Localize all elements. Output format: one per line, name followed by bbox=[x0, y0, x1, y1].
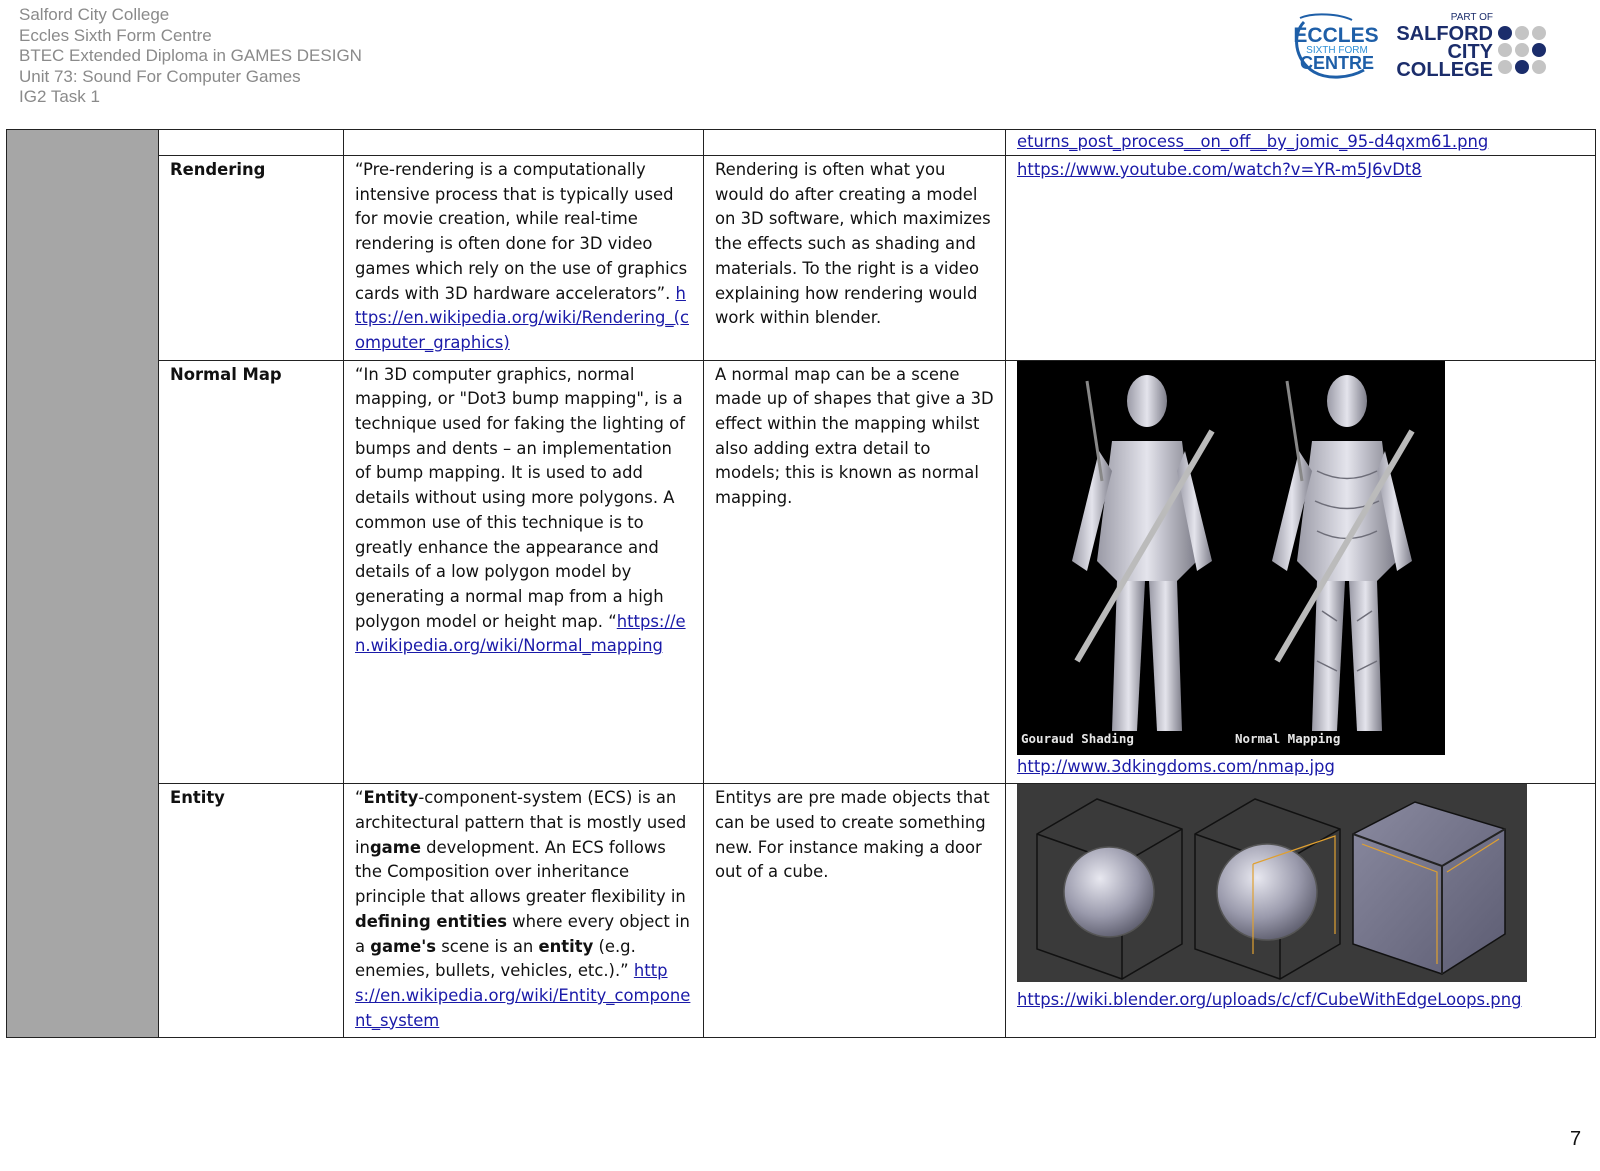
header-line-unit: Unit 73: Sound For Computer Games bbox=[19, 66, 301, 86]
continuation-link[interactable]: eturns_post_process__on_off__by_jomic_95-d4qxm61.png bbox=[1017, 132, 1489, 151]
definition-normal-map: “In 3D computer graphics, normal mapping, or "Dot3 bump mapping", is a technique used for faking the lighting of bumps and dents – an implementation of bump mapping. It is used to add details without using more polygons. A common use of this technique is to greatly enhance the appearance and details of a low polygon model by generating a normal map from a high polygon model or height map. “https://en.wikipedia.org/wiki/Normal_mapping bbox=[344, 360, 704, 784]
source-rendering bbox=[1006, 156, 1596, 361]
caption-normal-mapping: Normal Mapping bbox=[1235, 730, 1341, 746]
definition-entity: “Entity-component-system (ECS) is an architectural pattern that is mostly used ingame development. An ECS follows the Composition over inheritance principle that allows greater flexibility in defining entities where every object in a game's scene is an entity (e.g. enemies, bullets, vehicles, etc.).” https://en.wikipedia.org/wiki/Entity_component_system bbox=[344, 784, 704, 1038]
eccles-logo-line3: CENTRE bbox=[1299, 53, 1375, 73]
normal-map-image-link[interactable]: http://www.3dkingdoms.com/nmap.jpg bbox=[1017, 756, 1335, 776]
bevelled-cube bbox=[1353, 802, 1505, 974]
header-line-course: BTEC Extended Diploma in GAMES DESIGN bbox=[19, 46, 362, 66]
table-row bbox=[7, 360, 1596, 784]
term-rendering: Rendering bbox=[159, 156, 344, 361]
document-header bbox=[19, 5, 362, 108]
normal-map-wiki-link[interactable]: https://en.wikipedia.org/wiki/Normal_mapping bbox=[355, 611, 686, 656]
explanation-normal-map: A normal map can be a scene made up of shapes that give a 3D effect within the mapping whilst also adding extra detail to models; this is known as normal mapping. bbox=[704, 360, 1006, 784]
table-row bbox=[7, 130, 1596, 156]
source-entity bbox=[1006, 784, 1596, 1038]
rendering-video-link[interactable]: https://www.youtube.com/watch?v=YR-m5J6vDt8 bbox=[1017, 160, 1422, 179]
salford-logo-part-of: PART OF bbox=[1450, 12, 1493, 23]
salford-logo-line3: COLLEGE bbox=[1396, 59, 1493, 81]
normal-map-figure bbox=[1017, 361, 1445, 755]
header-line-college: Salford City College bbox=[19, 5, 170, 24]
term-normal-map: Normal Map bbox=[159, 360, 344, 784]
cube-edge-loops-image bbox=[1017, 784, 1527, 982]
salford-logo-dots bbox=[1498, 26, 1546, 74]
entity-image-link[interactable]: https://wiki.blender.org/uploads/c/cf/CubeWithEdgeLoops.png bbox=[1017, 990, 1522, 1010]
table-row bbox=[7, 784, 1596, 1038]
normal-mapped-figure bbox=[1272, 375, 1412, 731]
source-normal-map bbox=[1006, 360, 1596, 784]
header-line-task: IG2 Task 1 bbox=[19, 87, 100, 107]
side-band bbox=[7, 130, 159, 1038]
caption-gouraud: Gouraud Shading bbox=[1021, 730, 1134, 746]
eccles-logo-line1: ECCLES bbox=[1293, 24, 1379, 47]
cube-edge-loops-figure bbox=[1017, 784, 1527, 982]
term-entity: Entity bbox=[159, 784, 344, 1038]
definition-rendering: “Pre-rendering is a computationally intensive process that is typically used for movie creation, while real-time rendering is often done for 3D video games which rely on the use of graphics cards with 3D hardware accelerators”. https://en.wikipedia.org/wiki/Rendering_(computer_graphics) bbox=[344, 156, 704, 361]
salford-logo-line2: CITY bbox=[1447, 41, 1493, 63]
page-number: 7 bbox=[1570, 1128, 1582, 1150]
rounded-in-wire-cube bbox=[1195, 799, 1340, 979]
salford-college-logo bbox=[1396, 10, 1578, 81]
explanation-rendering: Rendering is often what you would do after creating a model on 3D software, which maximizes the effects such as shading and materials. To the right is a video explaining how rendering would work within blender. bbox=[704, 156, 1006, 361]
sphere-in-wire-cube bbox=[1037, 799, 1182, 979]
explanation-entity: Entitys are pre made objects that can be used to create something new. For instance making a door out of a cube. bbox=[704, 784, 1006, 1038]
eccles-logo bbox=[1290, 14, 1382, 80]
salford-logo-line1: SALFORD bbox=[1396, 23, 1493, 45]
normal-mapping-comparison-image bbox=[1017, 361, 1445, 755]
header-line-centre: Eccles Sixth Form Centre bbox=[19, 25, 212, 45]
entity-wiki-link[interactable]: https://en.wikipedia.org/wiki/Entity_component_system bbox=[355, 961, 691, 1030]
table-row bbox=[7, 156, 1596, 361]
rendering-wiki-link[interactable]: https://en.wikipedia.org/wiki/Rendering_(computer_graphics) bbox=[355, 283, 689, 352]
gouraud-figure bbox=[1072, 375, 1212, 731]
glossary-table bbox=[6, 129, 1596, 1038]
eccles-logo-line2: SIXTH FORM bbox=[1306, 45, 1368, 56]
